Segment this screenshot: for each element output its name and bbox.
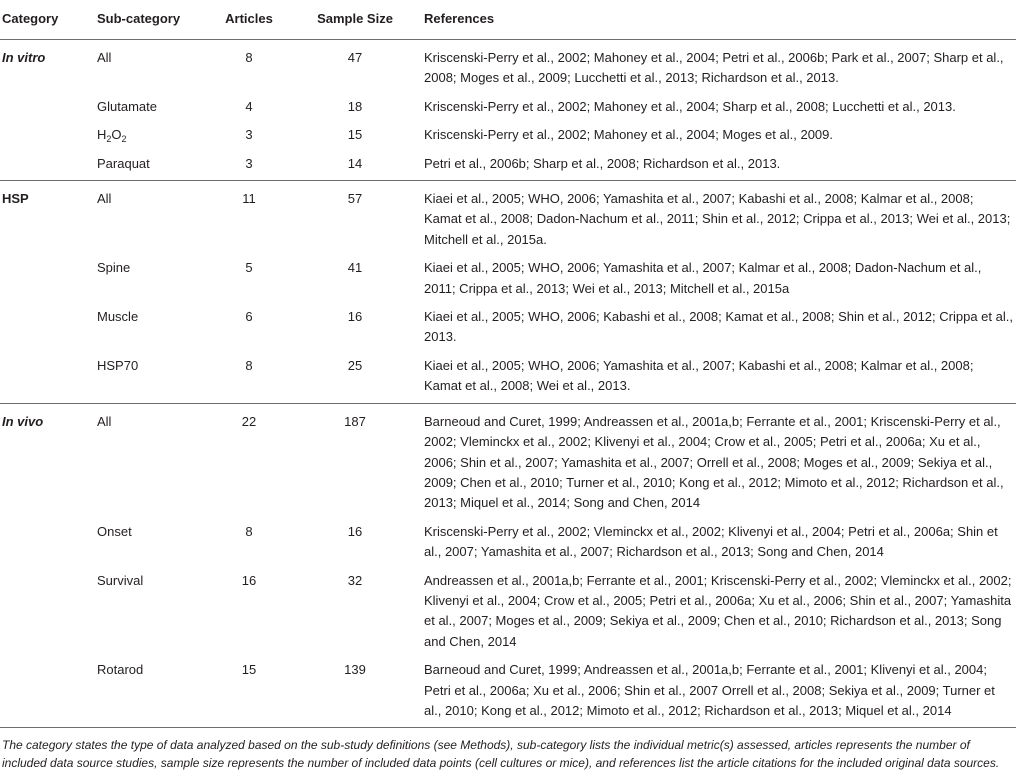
articles-cell: 3 (245, 127, 253, 143)
formula-subscript: 2 (106, 134, 112, 145)
header-articles: Articles (205, 0, 293, 40)
articles-cell: 11 (242, 191, 256, 207)
sample-size-cell: 41 (347, 260, 363, 276)
articles-cell: 8 (245, 523, 253, 539)
sample-size-cell: 32 (347, 572, 363, 588)
sample-size-cell: 139 (293, 655, 417, 728)
table-row (0, 120, 1016, 148)
category-cell: In vitro (2, 50, 46, 65)
category-cell: HSP (2, 191, 29, 207)
table-row (0, 403, 1016, 517)
table-row (0, 253, 1016, 302)
category-cell-empty (0, 566, 95, 656)
articles-cell: 8 (205, 351, 293, 403)
subcategory-cell: All (97, 191, 112, 207)
articles-cell: 4 (245, 98, 253, 114)
subcategory-cell: Onset (97, 523, 132, 539)
table-row (0, 655, 1016, 728)
header-references: References (417, 0, 1016, 40)
subcategory-cell: Rotarod (95, 655, 205, 728)
table-caption: The category states the type of data analyzed based on the sub-study definitions (see Methods), sub-category lists the individual metric(s) assessed, articles represents the number of included data source studies, sample size represents the number of included data points (cell cultures or mice), and references list the article citations for the included original data sources. (2, 738, 1000, 771)
category-cell-empty (0, 253, 95, 302)
references-cell: Kiaei et al., 2005; WHO, 2006; Yamashita et al., 2007; Kabashi et al., 2008; Kalmar et al., 2008; Kamat et al., 2008; Wei et al., 2013. (417, 351, 1016, 403)
category-cell: In vivo (2, 413, 44, 429)
articles-cell: 6 (245, 309, 253, 325)
articles-cell: 5 (245, 260, 253, 276)
formula-o: O (111, 127, 122, 143)
sample-size-cell: 25 (293, 351, 417, 403)
subcategory-cell: Spine (97, 260, 131, 276)
category-cell-empty (0, 517, 95, 566)
table-row (0, 566, 1016, 656)
header-row (0, 0, 1016, 40)
references-cell: Andreassen et al., 2001a,b; Ferrante et al., 2001; Kriscenski-Perry et al., 2002; Vleminckx et al., 2002; Klivenyi et al., 2004; Crow et al., 2005; Petri et al., 2006a; Xu et al., 2006; Shin et al., 2007; Yamashita et al., 2007; Moges et al., 2009; Sekiya et al., 2009; Chen et al., 2010; Richardson et al., 2013; Song and Chen, 2014 (424, 572, 1012, 649)
sample-size-cell: 14 (293, 149, 417, 181)
subcategory-cell: Paraquat (95, 149, 205, 181)
category-cell-empty (0, 302, 95, 351)
sample-size-cell: 16 (347, 309, 363, 325)
references-cell: Kiaei et al., 2005; WHO, 2006; Yamashita et al., 2007; Kabashi et al., 2008; Kalmar et al., 2008; Kamat et al., 2008; Dadon-Nachum et al., 2011; Shin et al., 2012; Crippa et al., 2013; Wei et al., 2013; Mitchell et al., 2015a. (424, 191, 1011, 247)
subcategory-cell: All (97, 50, 112, 65)
sample-size-cell: 15 (347, 127, 363, 143)
subcategory-cell-h2o2 (95, 120, 205, 148)
category-cell-empty (0, 351, 95, 403)
category-cell-empty (0, 120, 95, 148)
table-row (0, 351, 1016, 403)
header-sample-size: Sample Size (293, 0, 417, 40)
table-row (0, 302, 1016, 351)
table-row (0, 181, 1016, 254)
category-cell-empty (0, 92, 95, 120)
references-cell: Kriscenski-Perry et al., 2002; Vleminckx et al., 2002; Klivenyi et al., 2004; Petri et al., 2006a; Shin et al., 2007; Yamashita et al., 2007; Richardson et al., 2013; Song and Chen, 2014 (424, 523, 998, 560)
header-category: Category (0, 0, 95, 40)
references-cell: Kriscenski-Perry et al., 2002; Mahoney et al., 2004; Petri et al., 2006b; Park et al., 2007; Sharp et al., 2008; Moges et al., 2009; Lucchetti et al., 2013; Richardson et al., 2013. (424, 50, 1004, 86)
table-row (0, 517, 1016, 566)
references-cell: Petri et al., 2006b; Sharp et al., 2008; Richardson et al., 2013. (417, 149, 1016, 181)
sample-size-cell: 47 (347, 50, 363, 65)
table-row (0, 149, 1016, 181)
subcategory-cell: Glutamate (97, 98, 157, 114)
articles-cell: 22 (241, 413, 257, 429)
category-cell-empty (0, 655, 95, 728)
references-cell: Barneoud and Curet, 1999; Andreassen et al., 2001a,b; Ferrante et al., 2001; Klivenyi et al., 2004; Petri et al., 2006a; Xu et al., 2006; Shin et al., 2007 Orrell et al., 2008; Sekiya et al., 2009; Turner et al., 2010; Kong et al., 2012; Mimoto et al., 2012; Richardson et al., 2013; Miquel et al., 2014 (417, 655, 1016, 728)
category-cell-empty (0, 149, 95, 181)
sample-size-cell: 57 (347, 191, 363, 207)
references-cell: Kiaei et al., 2005; WHO, 2006; Yamashita et al., 2007; Kalmar et al., 2008; Dadon-Nachum et al., 2011; Crippa et al., 2013; Wei et al., 2013; Mitchell et al., 2015a (424, 260, 982, 296)
sample-size-cell: 187 (344, 413, 366, 429)
header-subcategory: Sub-category (95, 0, 205, 40)
articles-cell: 3 (205, 149, 293, 181)
articles-cell: 15 (205, 655, 293, 728)
sample-size-cell: 16 (347, 523, 363, 539)
formula-subscript: 2 (121, 134, 127, 145)
articles-cell: 8 (245, 50, 253, 65)
references-cell: Kiaei et al., 2005; WHO, 2006; Kabashi et al., 2008; Kamat et al., 2008; Shin et al., 2012; Crippa et al., 2013. (424, 309, 1013, 345)
subcategory-cell: HSP70 (95, 351, 205, 403)
references-cell: Barneoud and Curet, 1999; Andreassen et al., 2001a,b; Ferrante et al., 2001; Kriscenski-Perry et al., 2002; Vleminckx et al., 2002; Klivenyi et al., 2004; Crow et al., 2005; Petri et al., 2006a; Xu et al., 2006; Shin et al., 2007; Yamashita et al., 2007; Orrell et al., 2008; Moges et al., 2009; Sekiya et al., 2009; Chen et al., 2010; Turner et al., 2010; Kong et al., 2012; Mimoto et al., 2012; Richardson et al., 2013; Miquel et al., 2014; Song and Chen, 2014 (424, 413, 1004, 511)
subcategory-cell: All (97, 413, 112, 429)
table-row (0, 92, 1016, 120)
formula-h: H (97, 127, 107, 143)
table-row (0, 40, 1016, 92)
references-cell: Kriscenski-Perry et al., 2002; Mahoney et al., 2004; Moges et al., 2009. (424, 127, 833, 143)
articles-cell: 16 (241, 572, 257, 588)
subcategory-cell: Muscle (97, 309, 139, 325)
subcategory-cell: Survival (97, 572, 144, 588)
references-cell: Kriscenski-Perry et al., 2002; Mahoney et al., 2004; Sharp et al., 2008; Lucchetti et al., 2013. (424, 98, 956, 114)
sample-size-cell: 18 (347, 98, 363, 114)
